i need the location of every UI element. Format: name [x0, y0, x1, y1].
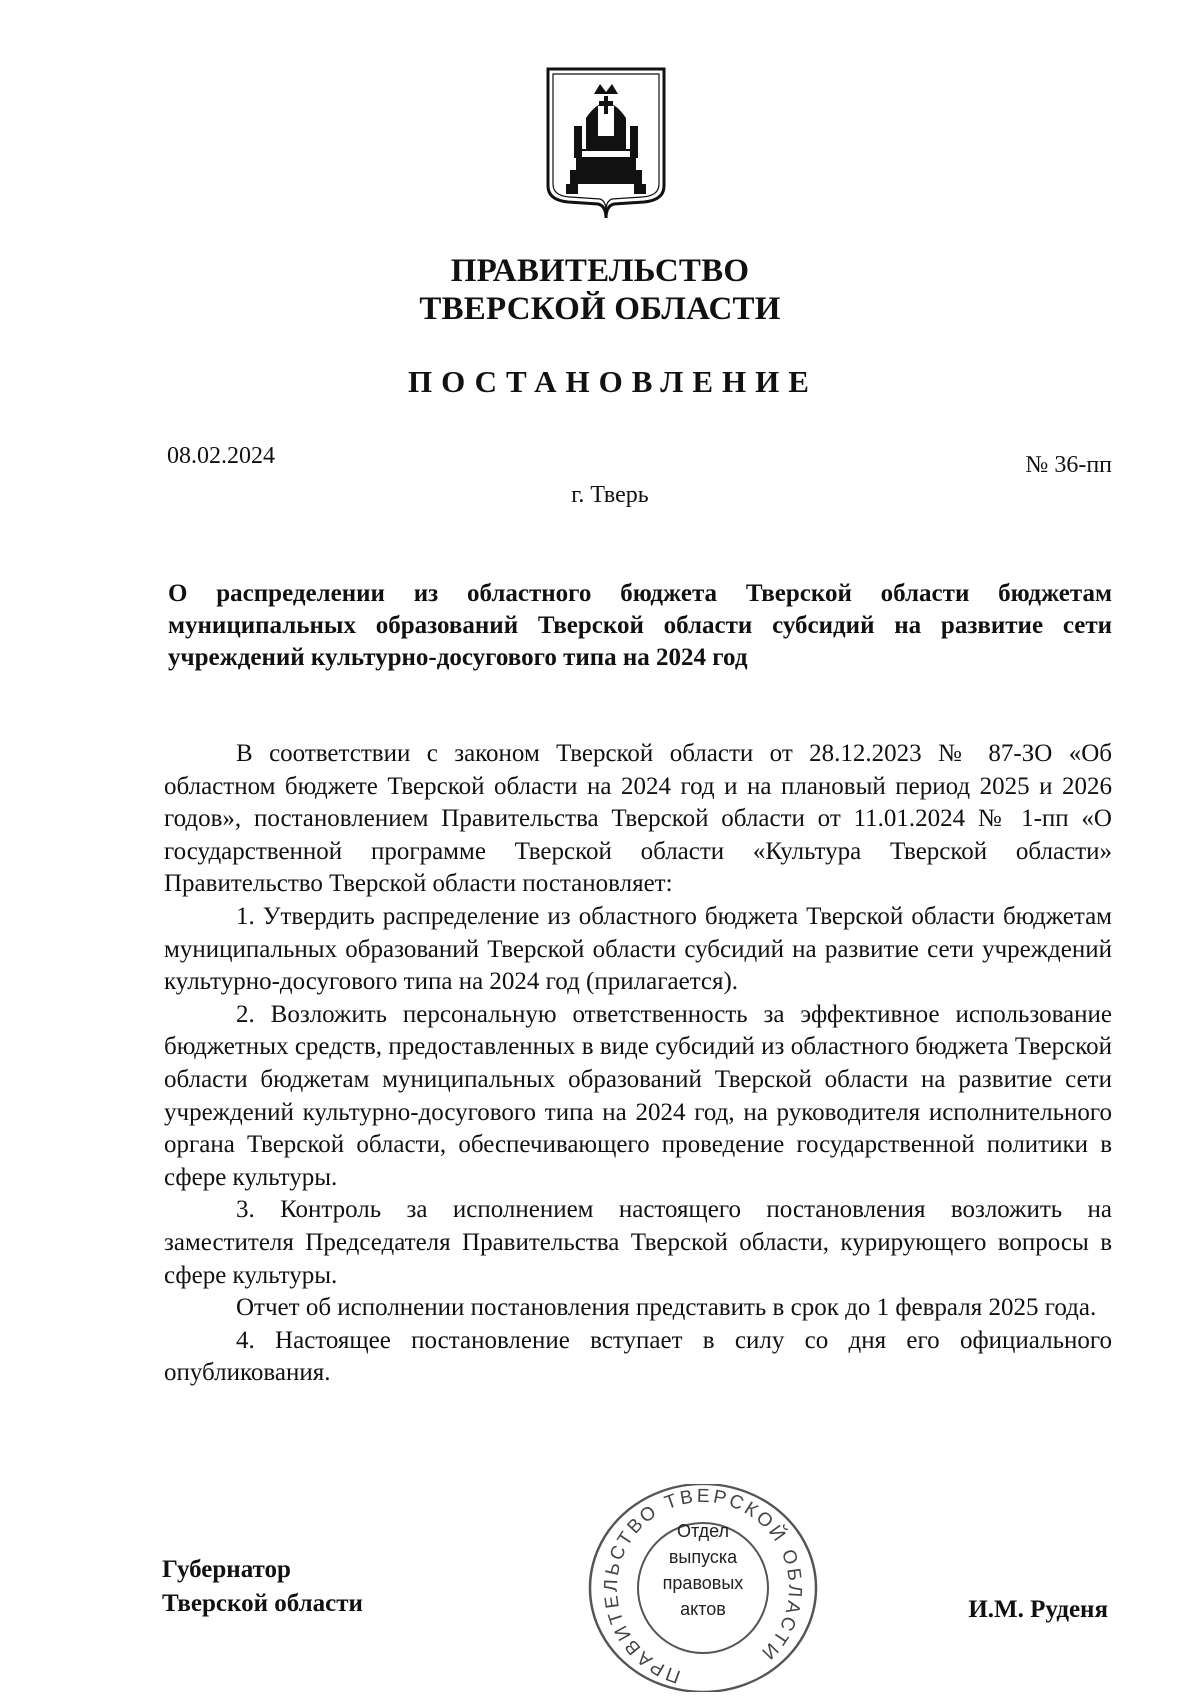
document-body	[164, 738, 1112, 1390]
organization-line-1: ПРАВИТЕЛЬСТВО	[450, 253, 750, 289]
coat-of-arms-icon	[544, 66, 668, 220]
clause-4: 4. Настоящее постановление вступает в силу со дня его официального опубликования.	[164, 1326, 1112, 1387]
clause-3-report: Отчет об исполнении постановления представить в срок до 1 февраля 2025 года.	[236, 1294, 1097, 1322]
stamp-center-text	[645, 1518, 761, 1622]
organization-line-2: ТВЕРСКОЙ ОБЛАСТИ	[419, 291, 781, 327]
clause-2: 2. Возложить персональную ответственность за эффективное использование бюджетных средств, предоставленных в виде субсидий из областного бюджета Тверской области бюджетам муниципальных образований Тверской области на развитие сети учреждений культурно-досугового типа на 2024 год, на руководителя исполнительного органа Тверской области, обеспечивающего проведение государственной политики в сфере культуры.	[164, 1000, 1112, 1191]
document-title: О распределении из областного бюджета Тверской области бюджетам муниципальных образований Тверской области субсидий на развитие сети учреждений культурно-досугового типа на 2024 год	[168, 580, 1112, 671]
stamp-line-4: актов	[680, 1599, 726, 1619]
document-date: 08.02.2024	[167, 443, 275, 469]
signatory-position-line-2: Тверской области	[162, 1590, 363, 1617]
signatory-position	[162, 1553, 363, 1621]
stamp-line-2: выпуска	[668, 1547, 738, 1567]
clause-3: 3. Контроль за исполнением настоящего постановления возложить на заместителя Председателя Правительства Тверской области, курирующего вопросы в сфере культуры.	[164, 1196, 1112, 1289]
clause-1: 1. Утвердить распределение из областного бюджета Тверской области бюджетам муниципальных образований Тверской области субсидий на развитие сети учреждений культурно-досугового типа на 2024 год (прилагается).	[164, 902, 1112, 996]
stamp-line-1: Отдел	[676, 1521, 730, 1541]
svg-text:ПРАВИТЕЛЬСТВО ТВЕРСКОЙ ОБЛАСТИ: ПРАВИТЕЛЬСТВО ТВЕРСКОЙ ОБЛАСТИ	[600, 1485, 806, 1687]
preamble-paragraph: В соответствии с законом Тверской области от 28.12.2023 № 87-ЗО «Об областном бюджете Тверской области на 2024 год и на плановый период 2025 и 2026 годов», постановлением Правительства Тверской области от 11.01.2024 № 1-пп «О государственной программе Тверской области «Культура Тверской области» Правительство Тверской области постановляет:	[164, 740, 1112, 898]
signatory-position-line-1: Губернатор	[162, 1556, 291, 1583]
document-city: г. Тверь	[571, 482, 649, 508]
document-type: ПОСТАНОВЛЕНИЕ	[408, 364, 818, 399]
stamp-line-3: правовых	[662, 1573, 744, 1593]
signatory-name: И.М. Руденя	[968, 1596, 1108, 1623]
organization-name	[0, 252, 1200, 328]
document-number: № 36-пп	[1025, 452, 1112, 478]
